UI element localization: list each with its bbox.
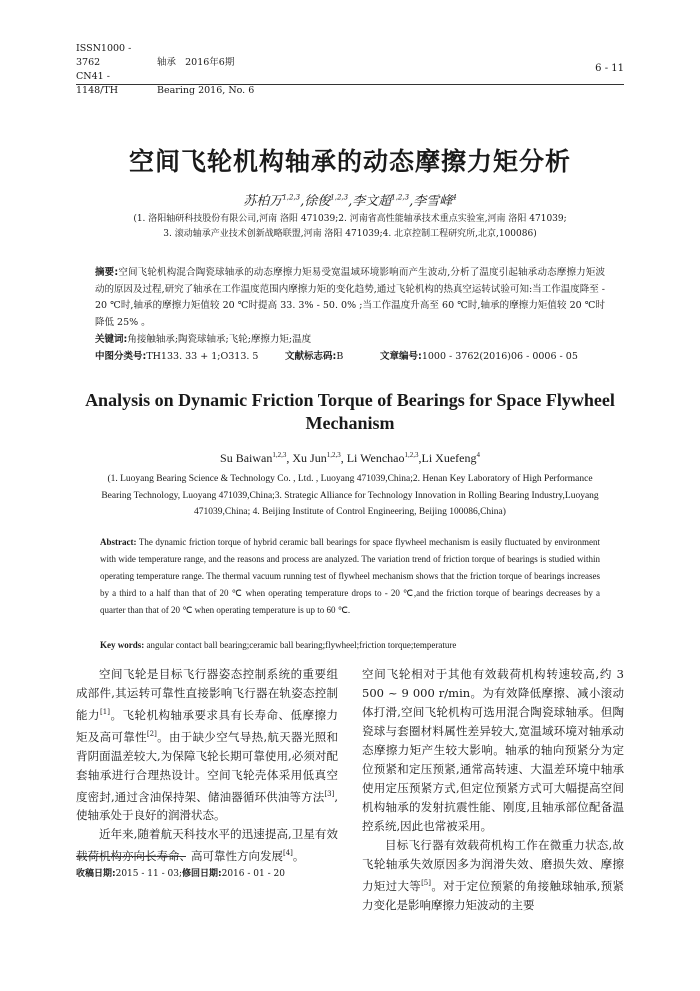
author-cn: 李文超 xyxy=(352,194,392,209)
abstract-en-label: Abstract: xyxy=(100,537,137,547)
author-affil-mark: 4 xyxy=(476,451,480,459)
abstract-cn-label: 摘要: xyxy=(95,267,119,278)
author-en: Li Wenchao xyxy=(346,451,405,465)
page-range: 6 - 11 xyxy=(595,63,624,74)
issn: ISSN1000 - 3762 xyxy=(76,43,132,68)
journal-name-cn: 轴承 xyxy=(157,57,177,68)
paragraph-text: 空间飞轮是目标飞行器姿态控制系统的重要组成部件,其运转可靠性直接影响飞行器在轨姿态控制能力 xyxy=(76,667,338,722)
author-cn: 苏柏万 xyxy=(243,194,283,209)
paragraph xyxy=(362,836,624,915)
keywords-cn-text: 角接触轴承;陶瓷球轴承;飞轮;摩擦力矩;温度 xyxy=(127,334,312,345)
issue-en: Bearing 2016, No. 6 xyxy=(157,85,255,96)
paragraph xyxy=(76,665,338,825)
article-no-value: 1000 - 3762(2016)06 - 0006 - 05 xyxy=(421,351,578,362)
citation[interactable]: [1] xyxy=(100,708,110,716)
author-en: Su Baiwan xyxy=(220,451,273,465)
author-affil-mark: 1,2,3 xyxy=(330,193,349,202)
abstract-en xyxy=(100,534,600,619)
paragraph-text: 。 xyxy=(292,849,305,864)
author-affil-mark: 1,2,3 xyxy=(282,193,301,202)
keywords-en xyxy=(100,637,600,653)
abstract-cn-text: 空间飞轮机构混合陶瓷球轴承的动态摩擦力矩易受宽温域环境影响而产生波动,分析了温度引起轴承动态摩擦力矩波动的原因及过程,研究了轴承在工作温度范围内摩擦力矩的变化趋势,通过飞轮机构的热真空运转试验可知:当工作温度降至 - 20 ℃时,轴承的摩擦力矩值较 20 ℃时提高 33. 3% - 50. 0% ;当工作温度升高至 60 ℃时,轴承的摩擦力矩值较 20 ℃时降低 25% 。 xyxy=(95,267,605,328)
cn-code: CN41 - 1148/TH xyxy=(76,71,118,96)
title-cn: 空间飞轮机构轴承的动态摩擦力矩分析 xyxy=(128,147,571,176)
affiliation-line: (1. 洛阳轴研科技股份有限公司,河南 洛阳 471039;2. 河南省高性能轴承技术重点实验室,河南 洛阳 471039; xyxy=(133,214,567,224)
received-date: 2015 - 11 - 03 xyxy=(115,869,179,879)
received-label: 收稿日期: xyxy=(76,869,116,879)
issue-cn: 2016年6期 xyxy=(185,57,235,68)
citation[interactable]: [3] xyxy=(324,789,335,798)
affiliations-en: (1. Luoyang Bearing Science & Technology Co. , Ltd. , Luoyang 471039,China;2. Henan Key Laboratory of High Performance Bearing Technology, Luoyang 471039,China;3. Strategic Alliance for Technology Innovation in Rolling Bearing Industry,Luoyang 471039,China; 4. Beijing Institute of Control Engineering, Beijing 100086,China) xyxy=(101,474,599,517)
revised-date: 2016 - 01 - 20 xyxy=(221,869,285,879)
paragraph-text: 近年来,随着航天科技水平的迅速提高,卫星有效载荷机构亦向长寿命、高可靠性方向发展 xyxy=(76,827,338,864)
authors-en: Su Baiwan$^{1,2,3}$, Xu Jun$^{1,2,3}$, Li Wenchao$^{1,2,3}$,Li Xuefeng$^4$ xyxy=(220,451,480,465)
body-column-left xyxy=(76,665,338,866)
doc-code-value: B xyxy=(336,351,344,362)
paragraph-text: 。飞轮机构轴承要求具有长寿命、低摩擦力矩及高可靠性 xyxy=(76,707,339,744)
classification-cn xyxy=(95,349,605,365)
citation[interactable]: [5] xyxy=(421,879,431,887)
affiliation-line: 3. 滚动轴承产业技术创新战略联盟,河南 洛阳 471039;4. 北京控制工程研究所,北京,100086) xyxy=(163,229,537,239)
author-en: Xu Jun xyxy=(292,451,327,465)
clc-label: 中图分类号: xyxy=(95,351,147,362)
paragraph-text: 目标飞行器有效载荷机构工作在微重力状态,故飞轮轴承失效原因多为润滑失效、磨损失效、摩擦力矩过大等 xyxy=(362,838,624,893)
running-header xyxy=(76,42,624,96)
abstract-en-text: The dynamic friction torque of hybrid ceramic ball bearings for space flywheel mechanism is easily fluctuated by environment with wide temperature range, and the reasons and process are analyzed. The variation trend of friction torque of bearings is studied within operating temperature range. The thermal vacuum running test of flywheel mechanism shows that the friction torque of bearings increases by a third to a half than that of 20 ℃ when operating temperature drops to - 20 ℃,and the friction torque of bearings decreases by a quarter than that of 20 ℃ when operating temperature is up to 60 ℃. xyxy=(100,537,600,615)
author-affil-mark: 1,2,3 xyxy=(272,451,287,459)
header-rule xyxy=(76,84,624,85)
doc-code-label: 文献标志码: xyxy=(285,351,337,362)
author-cn: 徐俊 xyxy=(304,194,331,209)
paragraph xyxy=(76,825,338,866)
author-affil-mark: 1,2,3 xyxy=(391,193,410,202)
footnote-dates xyxy=(76,866,285,879)
revised-label: 修回日期: xyxy=(182,869,222,879)
separator: ; xyxy=(178,869,182,879)
abstract-cn xyxy=(95,265,605,331)
citation[interactable]: [2] xyxy=(146,729,157,738)
paragraph-text: 。对于定位预紧的角接触球轴承,预紧力变化是影响摩擦力矩波动的主要 xyxy=(362,878,625,912)
authors-cn: 苏柏万$^{1,2,3}$,徐俊$^{1,2,3}$,李文超$^{1,2,3}$,李雪峰$^4$ xyxy=(243,193,457,209)
author-affil-mark: 4 xyxy=(452,193,457,202)
citation[interactable]: [4] xyxy=(283,849,293,858)
paragraph-text: 。由于缺少空气导热,航天器光照和背阴面温差较大,为保障飞轮长期可靠使用,必须对配套轴承进行合理热设计。空间飞轮壳体采用低真空度密封,通过含油保持架、储油器循环供油等方法 xyxy=(76,729,339,804)
keywords-cn xyxy=(95,332,605,348)
paragraph-text: ,使轴承处于良好的润滑状态。 xyxy=(76,789,338,823)
affiliations-cn xyxy=(90,212,610,242)
paragraph xyxy=(362,665,624,836)
author-en: Li Xuefeng xyxy=(421,451,477,465)
article-no-label: 文章编号: xyxy=(380,351,422,362)
keywords-cn-label: 关键词: xyxy=(95,334,128,345)
clc-value: TH133. 33 + 1;O313. 5 xyxy=(146,351,259,362)
author-affil-mark: 1,2,3 xyxy=(326,451,341,459)
journal-info xyxy=(76,42,254,98)
keywords-en-label: Key words: xyxy=(100,640,145,650)
footnote-rule xyxy=(76,856,186,857)
author-cn: 李雪峰 xyxy=(413,194,453,209)
paragraph-text: 空间飞轮相对于其他有效载荷机构转速较高,约 3 500 ~ 9 000 r/min。为有效降低摩擦、减小滚动体打滑,空间飞轮机构可选用混合陶瓷球轴承。但陶瓷球与套圈材料属性差异较大,宽温域环境对轴承动态摩擦力矩产生较大影响。轴承的轴向预紧分为定位预紧和定压预紧,通常高转速、大温差环境中轴承使用定压预紧方式,但定位预紧方式可大幅提高空间机构轴承的发射抗震性能、刚度,且轴承部位配备温控系统,因此也常被采用。 xyxy=(362,667,624,833)
keywords-en-text: angular contact ball bearing;ceramic ball bearing;flywheel;friction torque;temperature xyxy=(146,640,457,650)
body-column-right xyxy=(362,665,624,915)
title-en: Analysis on Dynamic Friction Torque of Bearings for Space Flywheel Mechanism xyxy=(85,390,615,433)
author-affil-mark: 1,2,3 xyxy=(404,451,419,459)
